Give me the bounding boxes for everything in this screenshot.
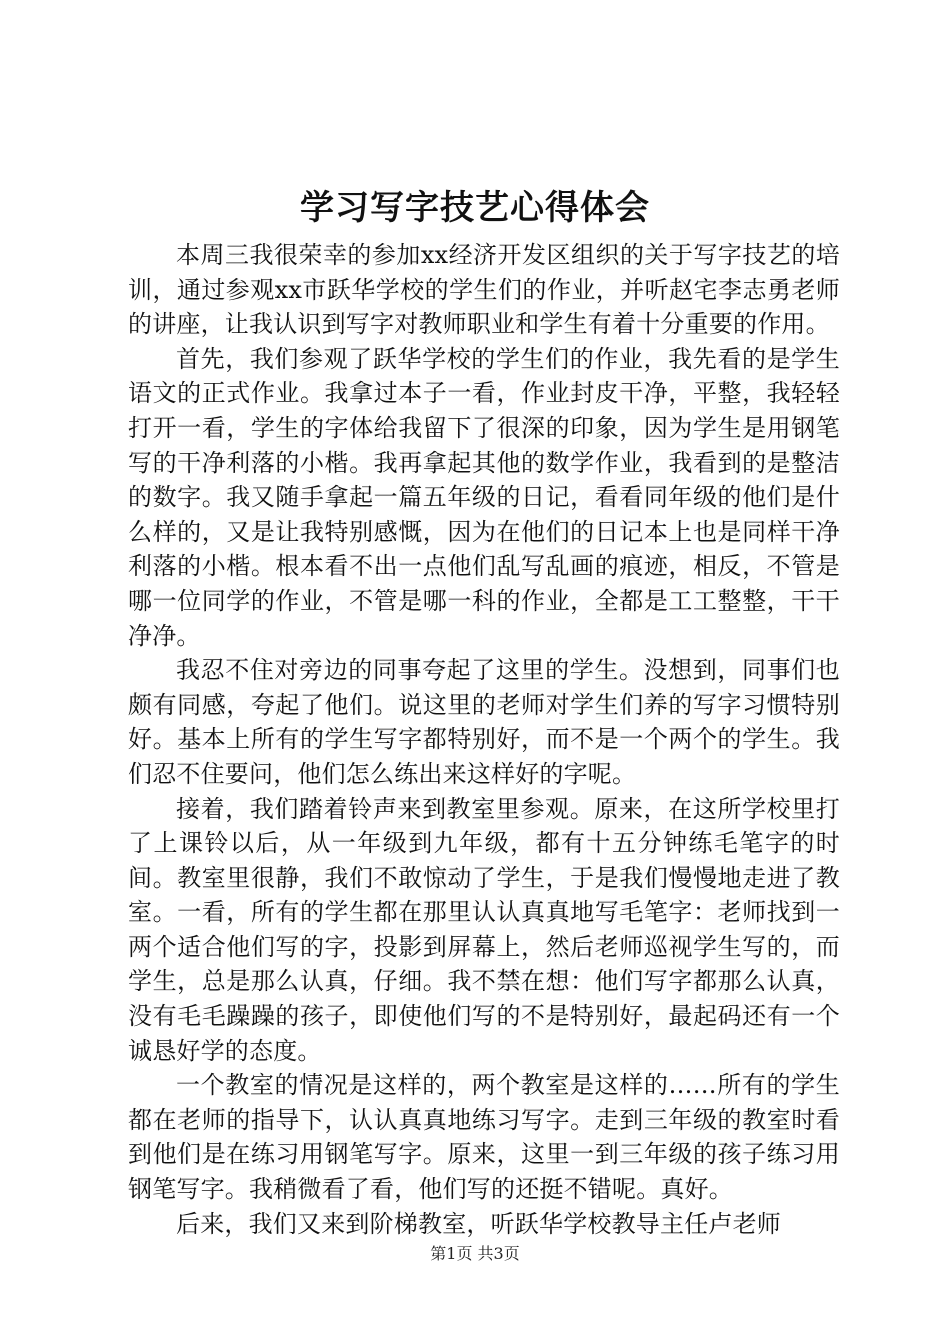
document-body — [128, 238, 840, 1241]
paragraph-2: 首先，我们参观了跃华学校的学生们的作业，我先看的是学生语文的正式作业。我拿过本子一看，作业封皮干净，平整，我轻轻打开一看，学生的字体给我留下了很深的印象，因为学生是用钢笔写的干净利落的小楷。我再拿起其他的数学作业，我看到的是整洁的数字。我又随手拿起一篇五年级的日记，看看同年级的他们是什么样的，又是让我特别感慨，因为在他们的日记本上也是同样干净利落的小楷。根本看不出一点他们乱写乱画的痕迹，相反，不管是哪一位同学的作业，不管是哪一科的作业，全都是工工整整，干干净净。 — [128, 344, 840, 650]
paragraph-1: 本周三我很荣幸的参加xx经济开发区组织的关于写字技艺的培训，通过参观xx市跃华学校的学生们的作业，并听赵宅李志勇老师的讲座，让我认识到写字对教师职业和学生有着十分重要的作用。 — [128, 241, 840, 339]
paragraph-5: 一个教室的情况是这样的，两个教室是这样的……所有的学生都在老师的指导下，认认真真地练习写字。走到三年级的教室时看到他们是在练习用钢笔写字。原来，这里一到三年级的孩子练习用钢笔写字。我稍微看了看，他们写的还挺不错呢。真好。 — [128, 1071, 840, 1204]
page-footer: 第1页 共3页 — [430, 1244, 520, 1263]
document-title: 学习写字技艺心得体会 — [300, 188, 650, 228]
paragraph-6: 后来，我们又来到阶梯教室，听跃华学校教导主任卢老师 — [176, 1209, 781, 1238]
paragraph-3: 我忍不住对旁边的同事夸起了这里的学生。没想到，同事们也颇有同感，夸起了他们。说这里的老师对学生们养的写字习惯特别好。基本上所有的学生写字都特别好，而不是一个两个的学生。我们忍不住要问，他们怎么练出来这样好的字呢。 — [128, 656, 840, 788]
paragraph-4: 接着，我们踏着铃声来到教室里参观。原来，在这所学校里打了上课铃以后，从一年级到九年级，都有十五分钟练毛笔字的时间。教室里很静，我们不敢惊动了学生，于是我们慢慢地走进了教室。一看，所有的学生都在那里认认真真地写毛笔字：老师找到一两个适合他们写的字，投影到屏幕上，然后老师巡视学生写的，而学生，总是那么认真，仔细。我不禁在想：他们写字都那么认真，没有毛毛躁躁的孩子，即使他们写的不是特别好，最起码还有一个诚恳好学的态度。 — [128, 794, 840, 1065]
